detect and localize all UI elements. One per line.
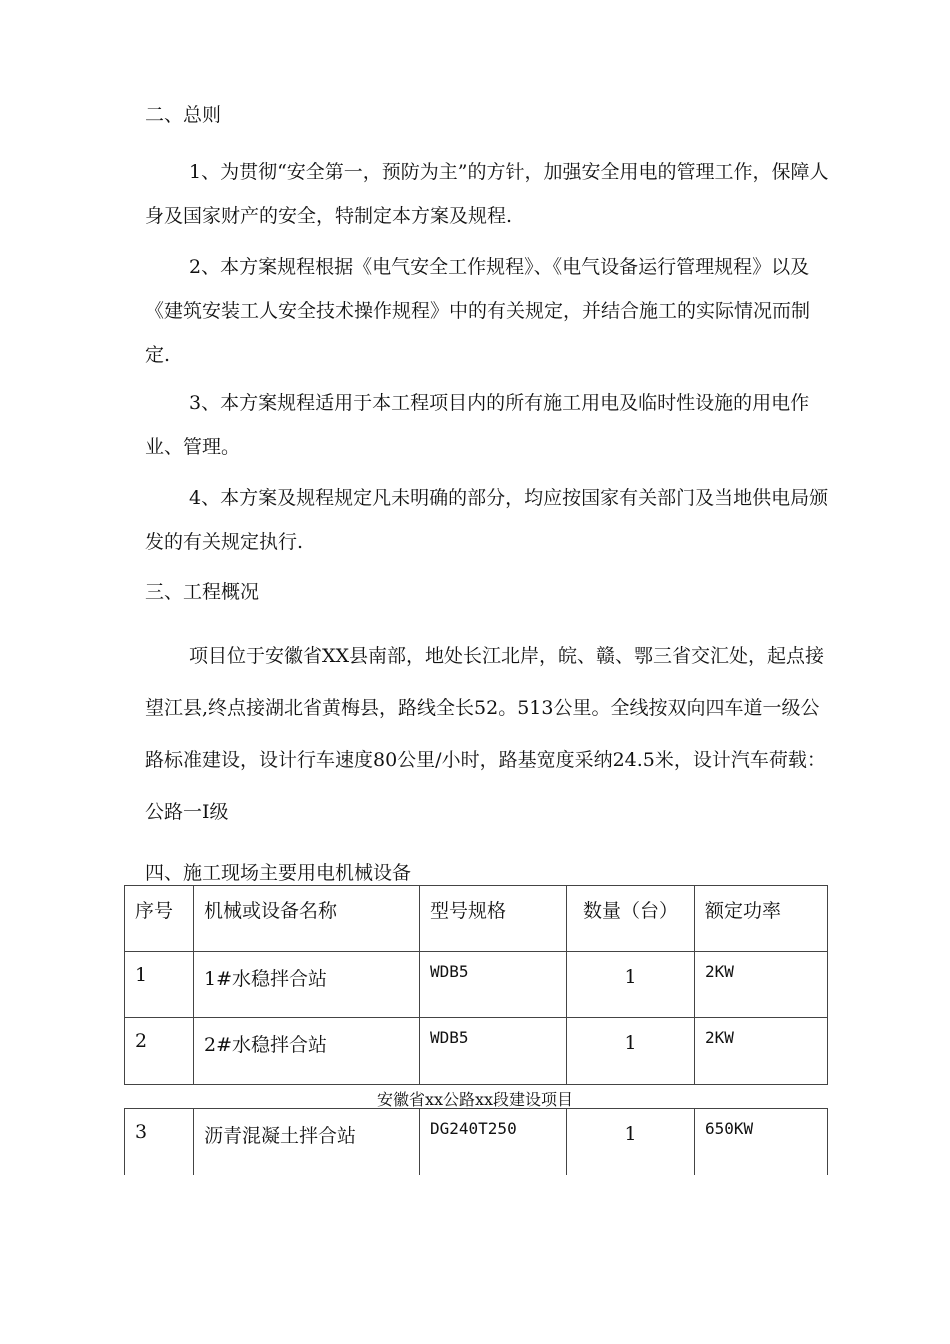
- row-rated-power: 650KW: [695, 1109, 828, 1175]
- general-clause-4: 4、本方案及规程规定凡未明确的部分，均应按国家有关部门及当地供电局颁发的有关规定执行.: [145, 487, 829, 553]
- table-row: [125, 1018, 828, 1085]
- row-model: WDB5: [420, 952, 567, 1018]
- row-index: 3: [125, 1109, 194, 1175]
- row-rated-power: 2KW: [695, 1018, 828, 1085]
- header-index: 序号: [125, 886, 194, 952]
- general-clause-3: 3、本方案规程适用于本工程项目内的所有施工用电及临时性设施的用电作业、管理。: [145, 392, 810, 458]
- project-overview-text: 项目位于安徽省XX县南部，地处长江北岸，皖、赣、鄂三省交汇处，起点接望江县,终点接湖北省黄梅县，路线全长52。513公里。全线按双向四车道一级公路标准建设，设计行车速度80公里/小时，路基宽度采纳24.5米，设计汽车荷载：公路一Ⅰ级: [145, 645, 826, 823]
- header-equipment-name: 机械或设备名称: [194, 886, 420, 952]
- equipment-table-continued: [124, 1108, 828, 1175]
- row-equipment-name: 1#水稳拌合站: [194, 952, 420, 1018]
- row-equipment-name: 沥青混凝土拌合站: [194, 1109, 420, 1175]
- table-header-row: [125, 886, 828, 952]
- row-model: DG240T250: [420, 1109, 567, 1175]
- general-heading: 二、总则: [145, 104, 222, 126]
- table-row: [125, 952, 828, 1018]
- equipment-table: [124, 885, 828, 1085]
- general-clause-2: 2、本方案规程根据《电气安全工作规程》、《电气设备运行管理规程》以及《建筑安装工人安全技术操作规程》中的有关规定，并结合施工的实际情况而制定.: [145, 256, 811, 366]
- row-quantity: 1: [567, 1109, 695, 1175]
- row-index: 2: [125, 1018, 194, 1085]
- header-rated-power: 额定功率: [695, 886, 828, 952]
- row-equipment-name: 2#水稳拌合站: [194, 1018, 420, 1085]
- general-clause-1: 1、为贯彻“安全第一，预防为主”的方针，加强安全用电的管理工作，保障人身及国家财产的安全，特制定本方案及规程.: [145, 161, 829, 227]
- table-row: [125, 1109, 828, 1175]
- header-quantity: 数量（台）: [567, 886, 695, 952]
- equipment-heading: 四、施工现场主要用电机械设备: [145, 862, 412, 884]
- row-rated-power: 2KW: [695, 952, 828, 1018]
- row-quantity: 1: [567, 952, 695, 1018]
- overview-heading: 三、工程概况: [145, 581, 260, 603]
- row-model: WDB5: [420, 1018, 567, 1085]
- row-quantity: 1: [567, 1018, 695, 1085]
- row-index: 1: [125, 952, 194, 1018]
- header-model: 型号规格: [420, 886, 567, 952]
- page-footer: 安徽省xx公路xx段建设项目: [376, 1090, 574, 1109]
